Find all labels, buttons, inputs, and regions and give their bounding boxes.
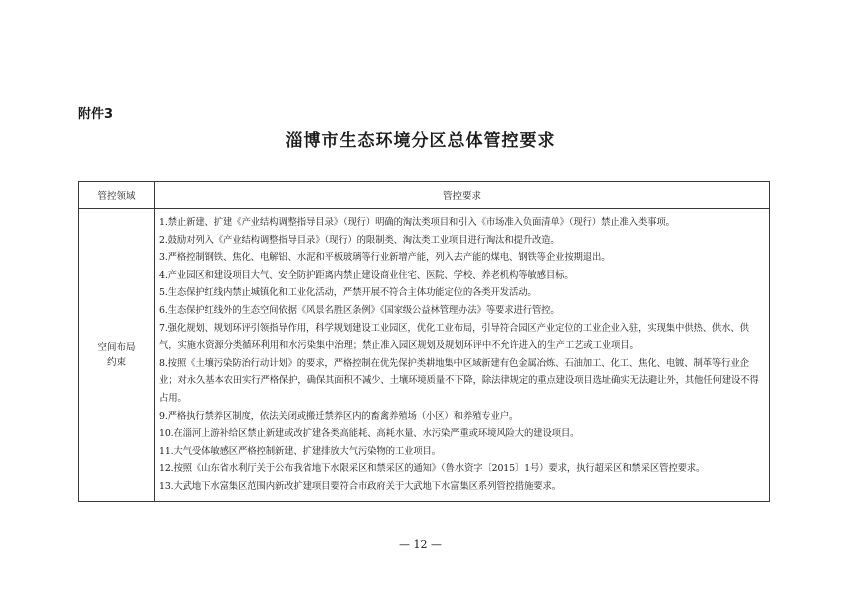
domain-cell: [79, 209, 155, 502]
requirements-table: [78, 181, 770, 502]
column-header-requirements: 管控要求: [155, 182, 770, 209]
requirement-item: 1.禁止新建、扩建《产业结构调整指导目录》（现行）明确的淘汰类项目和引入《市场准入负面清单》（现行）禁止准入类事项。: [159, 217, 675, 228]
requirement-item: 8.按照《土壤污染防治行动计划》的要求，严格控制在优先保护类耕地集中区域新建有色金属冶炼、石油加工、化工、焦化、电镀、制革等行业企业；对永久基本农田实行严格保护，确保其面积不减少、土壤环境质量不下降，除法律规定的重点建设项目选址确实无法避让外，其他任何建设不得占用。: [159, 357, 759, 404]
table-header-row: [79, 182, 770, 209]
attachment-label: 附件3: [78, 107, 114, 122]
requirement-item: 7.强化规划、规划环评引领指导作用，科学规划建设工业园区，优化工业布局，引导符合园区产业定位的工业企业入驻，实现集中供热、供水、供气，实施水资源分类循环利用和水污染集中治理；禁止准入园区规划及规划环评中不允许进入的生产工艺或工业项目。: [159, 322, 749, 352]
page-number: — 12 —: [399, 538, 442, 551]
column-header-domain: 管控领域: [79, 182, 155, 209]
requirement-item: 3.严格控制钢铁、焦化、电解铝、水泥和平板玻璃等行业新增产能，列入去产能的煤电、钢铁等企业按期退出。: [159, 252, 611, 264]
requirements-cell: [155, 209, 770, 502]
requirement-item: 2.鼓励对列入《产业结构调整指导目录》（现行）的限制类、淘汰类工业项目进行淘汰和提升改造。: [159, 234, 560, 246]
requirement-item: 4.产业园区和建设项目大气、安全防护距离内禁止建设商业住宅、医院、学校、养老机构等敏感目标。: [159, 269, 574, 281]
requirement-item: 5.生态保护红线内禁止城镇化和工业化活动，严禁开展不符合主体功能定位的各类开发活动。: [159, 287, 537, 299]
requirement-item: 9.严格执行禁养区制度，依法关闭或搬迁禁养区内的畜禽养殖场（小区）和养殖专业户。: [159, 410, 519, 422]
requirement-item: 10.在淄河上游补给区禁止新建或改扩建各类高能耗、高耗水量、水污染严重或环境风险大的建设项目。: [159, 428, 580, 440]
table-row: [79, 209, 770, 502]
requirement-item: 12.按照《山东省水利厅关于公布我省地下水限采区和禁采区的通知》（鲁水资字〔2015〕1号）要求，执行超采区和禁采区管控要求。: [159, 463, 706, 475]
document-title: 淄博市生态环境分区总体管控要求: [285, 131, 556, 151]
domain-label: 空间布局约束: [97, 341, 136, 368]
requirement-item: 6.生态保护红线外的生态空间依据《风景名胜区条例》《国家级公益林管理办法》等要求进行管控。: [159, 304, 560, 316]
requirement-item: 13.大武地下水富集区范围内新改扩建项目要符合市政府关于大武地下水富集区系列管控措施要求。: [159, 480, 561, 492]
requirement-item: 11.大气受体敏感区严格控制新建、扩建排放大气污染物的工业项目。: [159, 445, 441, 457]
